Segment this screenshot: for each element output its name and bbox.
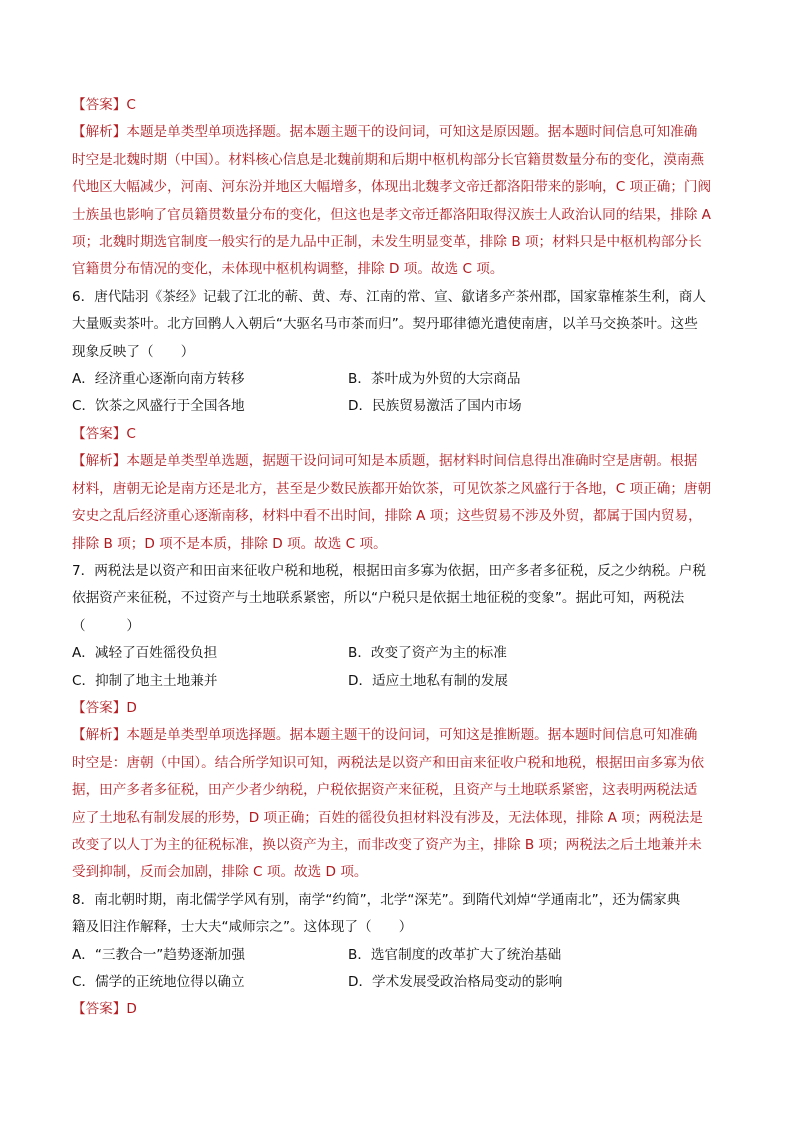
analysis-line: 受到抑制，反而会加剧，排除 C 项。故选 D 项。 xyxy=(72,864,368,881)
analysis-line: 时空是北魏时期（中国）。材料核心信息是北魏前期和后期中枢机构部分长官籍贯数量分布的变化，漠南燕 xyxy=(72,151,705,168)
question-line: 7．两税法是以资产和田亩来征收户税和地税，根据田亩多寡为依据，田产多者多征税，反之少纳税。户税 xyxy=(72,562,706,579)
option-c: C．儒学的正统地位得以确立 xyxy=(72,974,245,990)
answer-line: 【答案】D xyxy=(72,699,137,716)
question-8 xyxy=(72,887,722,997)
analysis-line: 项；北魏时期选官制度一般实行的是九品中正制，未发生明显变革，排除 B 项；材料只是中枢机构部分长 xyxy=(72,234,702,251)
analysis-line: 材料，唐朝无论是南方还是北方，甚至是少数民族都开始饮茶，可见饮茶之风盛行于各地，C 项正确；唐朝 xyxy=(72,480,712,497)
question-line: 8．南北朝时期，南北儒学学风有别，南学“约简”，北学“深芜”。到隋代刘焯“学通南北”，还为儒家典 xyxy=(72,891,681,908)
option-d: D．适应土地私有制的发展 xyxy=(348,672,508,689)
analysis-block xyxy=(72,448,722,558)
document-page xyxy=(72,92,722,1024)
options-row xyxy=(72,393,722,420)
options-row xyxy=(72,942,722,969)
question-6 xyxy=(72,284,722,421)
question-line: 6．唐代陆羽《茶经》记载了江北的蕲、黄、寿、江南的常、宣、歙诸多产茶州郡，国家靠榷茶生利，商人 xyxy=(72,288,706,305)
option-a: A．经济重心逐渐向南方转移 xyxy=(72,371,245,388)
analysis-line: 时空是：唐朝（中国）。结合所学知识可知，两税法是以资产和田亩来征收户税和地税，根据田亩多寡为依 xyxy=(72,754,705,771)
options-row xyxy=(72,668,722,695)
question-line: 大量贩卖茶叶。北方回鹘人入朝后“大驱名马市茶而归”。契丹耶律德光遣使南唐，以羊马交换茶叶。这些 xyxy=(72,316,698,333)
analysis-line: 士族虽也影响了官员籍贯数量分布的变化，但这也是孝文帝迁都洛阳取得汉族士人政治认同的结果，排除 A xyxy=(72,206,711,223)
answer-line: 【答案】D xyxy=(72,1001,137,1018)
option-a: A．“三教合一”趋势逐渐加强 xyxy=(72,946,245,963)
option-a: A．减轻了百姓徭役负担 xyxy=(72,645,218,662)
option-b: B．选官制度的改革扩大了统治基础 xyxy=(348,946,562,963)
options-row xyxy=(72,969,722,996)
option-d: D．民族贸易激活了国内市场 xyxy=(348,398,522,415)
options-row xyxy=(72,640,722,667)
analysis-line: 【解析】本题是单类型单项选择题。据本题主题干的设问词，可知这是原因题。据本题时间信息可知准确 xyxy=(72,124,698,141)
question-line: 现象反映了（ ） xyxy=(72,343,195,360)
analysis-line: 应了土地私有制发展的形势，D 项正确；百姓的徭役负担材料没有涉及，无法体现，排除 A 项；两税法是 xyxy=(72,809,703,826)
answer-line: 【答案】C xyxy=(72,97,136,113)
analysis-line: 代地区大幅减少，河南、河东汾并地区大幅增多，体现出北魏孝文帝迁都洛阳带来的影响，C 项正确；门阀 xyxy=(72,179,712,196)
analysis-line: 【解析】本题是单类型单项选择题。据本题主题干的设问词，可知这是推断题。据本题时间信息可知准确 xyxy=(72,727,698,744)
question-line: 依据资产来征税，不过资产与土地联系紧密，所以“户税只是依据土地征税的变象”。据此可知，两税法 xyxy=(72,590,685,607)
option-b: B．茶叶成为外贸的大宗商品 xyxy=(348,371,521,388)
analysis-line: 安史之乱后经济重心逐渐南移，材料中看不出时间，排除 A 项；这些贸易不涉及外贸，都属于国内贸易， xyxy=(72,508,702,525)
option-c: C．饮茶之风盛行于全国各地 xyxy=(72,398,245,415)
question-line: （ ） xyxy=(72,617,140,634)
analysis-block xyxy=(72,722,722,886)
analysis-line: 改变了以人丁为主的征税标准，换以资产为主，而非改变了资产为主，排除 B 项；两税法之后土地兼并未 xyxy=(72,836,702,853)
analysis-line: 据，田产多者多征税，田产少者少纳税，户税依据资产来征税，且资产与土地联系紧密，这表明两税法适 xyxy=(72,782,698,799)
option-c: C．抑制了地主土地兼并 xyxy=(72,672,218,689)
answer-line: 【答案】C xyxy=(72,425,136,442)
analysis-block xyxy=(72,119,722,283)
question-line: 籍及旧注作解释，士大夫“咸师宗之”。这体现了（ ） xyxy=(72,919,413,936)
analysis-line: 官籍贯分布情况的变化，未体现中枢机构调整，排除 D 项。故选 C 项。 xyxy=(72,261,504,278)
option-d: D．学术发展受政治格局变动的影响 xyxy=(348,974,563,990)
analysis-line: 【解析】本题是单类型单选题，据题干设问词可知是本质题，据材料时间信息得出准确时空是唐朝。根据 xyxy=(72,453,698,470)
option-b: B．改变了资产为主的标准 xyxy=(348,645,507,662)
options-row xyxy=(72,366,722,393)
question-7 xyxy=(72,558,722,695)
analysis-line: 排除 B 项；D 项不是本质，排除 D 项。故选 C 项。 xyxy=(72,535,387,552)
